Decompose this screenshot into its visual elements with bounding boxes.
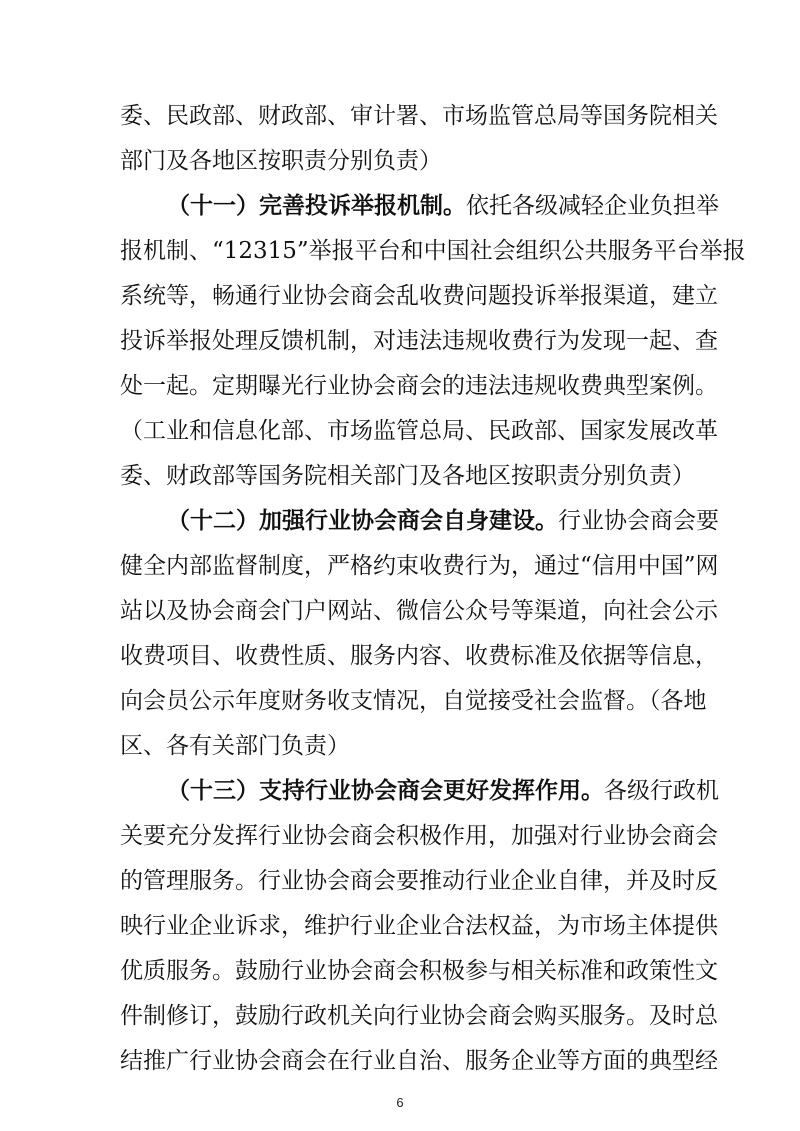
body-text-line: 部门及各地区按职责分别负责）	[120, 148, 442, 174]
body-text-line: 关要充分发挥行业协会商会积极作用，加强对行业协会商会	[120, 823, 718, 849]
page-number: 6	[396, 1095, 404, 1110]
body-text-line: 投诉举报处理反馈机制，对违法违规收费行为发现一起、查	[120, 328, 718, 354]
body-text-line: 区、各有关部门负责）	[120, 733, 350, 759]
body-text-line: 优质服务。鼓励行业协会商会积极参与相关标准和政策性文	[120, 958, 718, 984]
section-11-first-line	[167, 188, 719, 224]
body-text-line: 委、民政部、财政部、审计署、市场监管总局等国务院相关	[120, 103, 718, 129]
section-12-first-line	[167, 503, 719, 539]
body-text-line: 映行业企业诉求，维护行业企业合法权益，为市场主体提供	[120, 913, 718, 939]
section-12-heading: （十二）加强行业协会商会自身建设。	[167, 508, 558, 534]
body-text-line: 结推广行业协会商会在行业自治、服务企业等方面的典型经	[120, 1048, 718, 1074]
body-text-line: 报机制、“12315”举报平台和中国社会组织公共服务平台举报	[120, 238, 746, 264]
body-text: 依托各级减轻企业负担举	[466, 193, 719, 219]
body-text: 各级行政机	[604, 778, 719, 804]
body-text-line: 处一起。定期曝光行业协会商会的违法违规收费典型案例。	[120, 373, 718, 399]
body-text-line: 的管理服务。行业协会商会要推动行业企业自律，并及时反	[120, 868, 718, 894]
section-11-heading: （十一）完善投诉举报机制。	[167, 193, 466, 219]
body-text-line: （工业和信息化部、市场监管总局、民政部、国家发展改革	[120, 418, 718, 444]
body-text-line: 站以及协会商会门户网站、微信公众号等渠道，向社会公示	[120, 598, 718, 624]
body-text: 行业协会商会要	[558, 508, 719, 534]
section-13-first-line	[167, 773, 719, 809]
body-text-line: 件制修订，鼓励行政机关向行业协会商会购买服务。及时总	[120, 1003, 718, 1029]
body-text-line: 向会员公示年度财务收支情况，自觉接受社会监督。（各地	[120, 688, 707, 714]
section-13-heading: （十三）支持行业协会商会更好发挥作用。	[167, 778, 604, 804]
body-text-line: 收费项目、收费性质、服务内容、收费标准及依据等信息，	[120, 643, 718, 669]
body-text-line: 健全内部监督制度，严格约束收费行为，通过“信用中国”网	[120, 553, 719, 579]
body-text-line: 委、财政部等国务院相关部门及各地区按职责分别负责）	[120, 463, 695, 489]
body-text-line: 系统等，畅通行业协会商会乱收费问题投诉举报渠道，建立	[120, 283, 718, 309]
